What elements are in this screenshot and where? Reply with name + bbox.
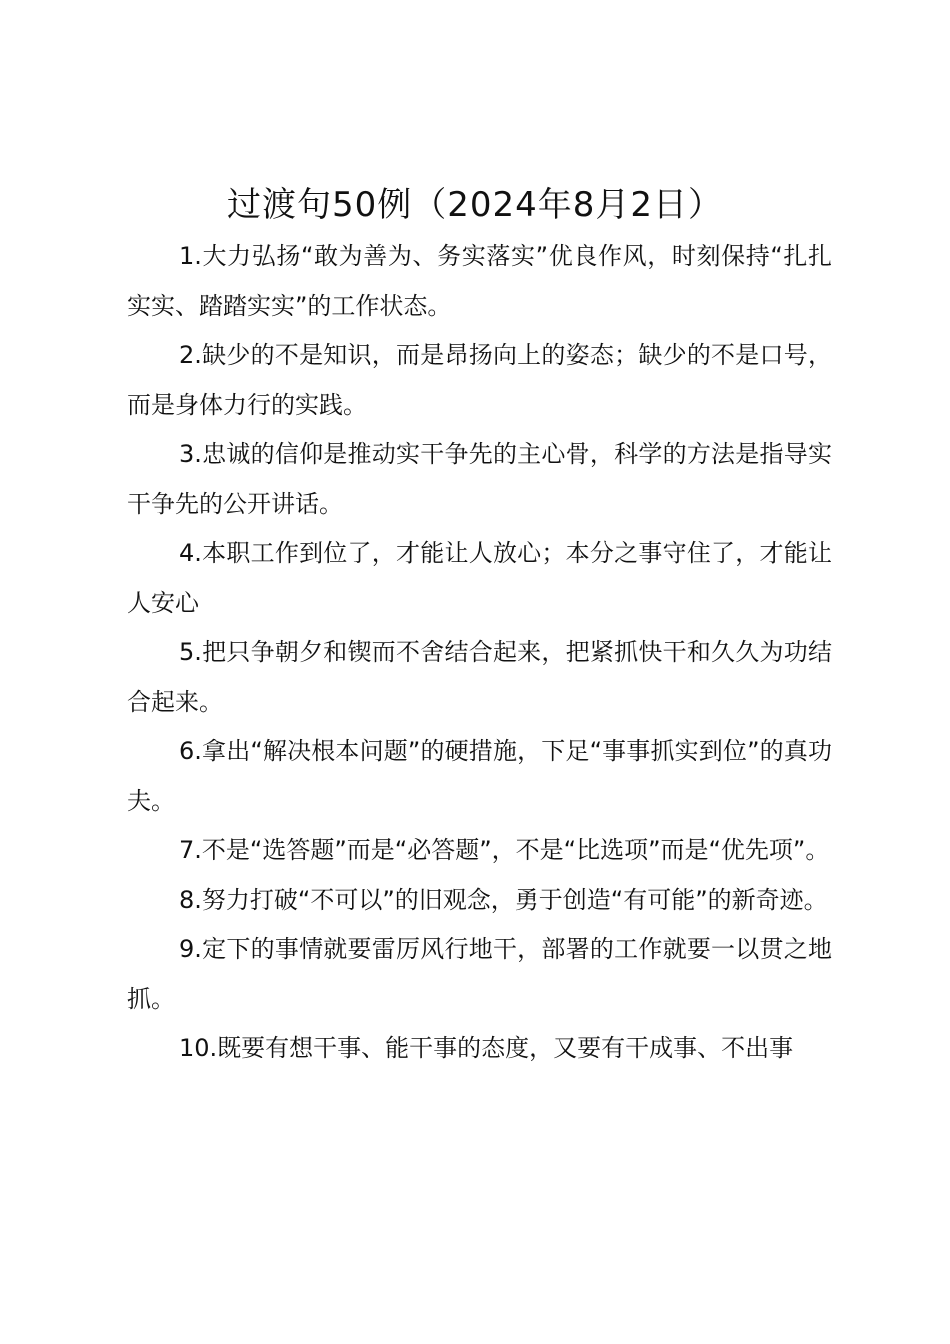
- paragraph-4: 4.本职工作到位了，才能让人放心；本分之事守住了，才能让人安心: [127, 539, 832, 617]
- document-body: [127, 232, 832, 1074]
- paragraph-8: 8.努力打破“不可以”的旧观念，勇于创造“有可能”的新奇迹。: [179, 885, 828, 914]
- paragraph-9: 9.定下的事情就要雷厉风行地干，部署的工作就要一以贯之地抓。: [127, 935, 832, 1013]
- paragraph-1: 1.大力弘扬“敢为善为、务实落实”优良作风，时刻保持“扎扎实实、踏踏实实”的工作状态。: [127, 242, 832, 320]
- paragraph-7: 7.不是“选答题”而是“必答题”，不是“比选项”而是“优先项”。: [179, 836, 830, 864]
- paragraph-5: 5.把只争朝夕和锲而不舍结合起来，把紧抓快干和久久为功结合起来。: [127, 638, 832, 716]
- paragraph-3: 3.忠诚的信仰是推动实干争先的主心骨，科学的方法是指导实干争先的公开讲话。: [127, 440, 832, 518]
- paragraph-2: 2.缺少的不是知识，而是昂扬向上的姿态；缺少的不是口号，而是身体力行的实践。: [127, 341, 832, 419]
- paragraph-6: 6.拿出“解决根本问题”的硬措施，下足“事事抓实到位”的真功夫。: [127, 737, 832, 815]
- paragraph-10: 10.既要有想干事、能干事的态度，又要有干成事、不出事: [179, 1034, 794, 1062]
- document-title: 过渡句50例（2024年8月2日）: [226, 185, 724, 225]
